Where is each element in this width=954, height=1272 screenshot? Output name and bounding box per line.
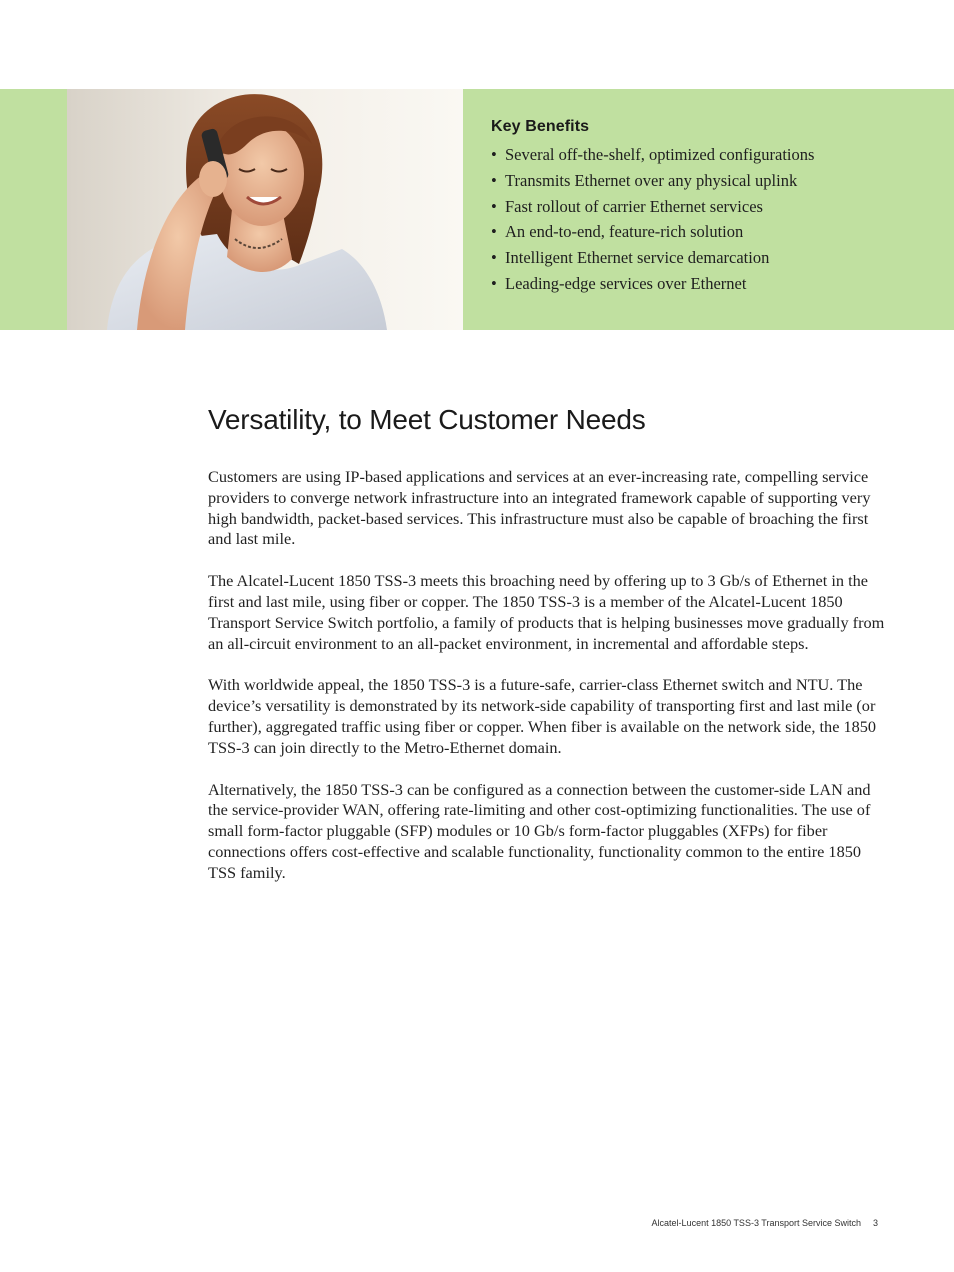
photo-woman-on-phone: [67, 89, 463, 330]
bullet-icon: •: [491, 170, 497, 190]
key-benefits-box: [491, 118, 931, 297]
benefit-item: • Transmits Ethernet over any physical uplink: [491, 168, 931, 194]
page-number: 3: [872, 1218, 878, 1228]
body-paragraph: Customers are using IP-based applications and services at an ever-increasing rate, compelling service providers to converge network infrastructure into an integrated framework capable of supporting very high bandwidth, packet-based services. This infrastructure must also be capable of broaching the first and last mile.: [208, 467, 871, 549]
footer-doc-title: Alcatel-Lucent 1850 TSS-3 Transport Service Switch: [651, 1218, 861, 1228]
body-paragraph: With worldwide appeal, the 1850 TSS-3 is a future-safe, carrier-class Ethernet switch and NTU. The device’s versatility is demonstrated by its network-side capability of transporting first and last mile (or further), aggregated traffic using fiber or copper. When fiber is available on the network side, the 1850 TSS-3 can join directly to the Metro-Ethernet domain.: [208, 675, 877, 757]
key-benefits-title: Key Benefits: [491, 118, 590, 135]
key-benefits-list: [491, 142, 931, 297]
bullet-icon: •: [491, 248, 497, 268]
benefit-item: • Intelligent Ethernet service demarcation: [491, 245, 931, 271]
section-title: Versatility, to Meet Customer Needs: [208, 404, 646, 435]
benefit-item: • An end-to-end, feature-rich solution: [491, 219, 931, 245]
body-paragraph: Alternatively, the 1850 TSS-3 can be configured as a connection between the customer-side LAN and the service-provider WAN, offering rate-limiting and other cost-optimizing functionalities. The use of small form-factor pluggable (SFP) modules or 10 Gb/s form-factor pluggables (XFPs) for fiber connections offers cost-effective and scalable functionality, functionality common to the entire 1850 TSS family.: [208, 779, 871, 882]
bullet-icon: •: [491, 196, 497, 216]
bullet-icon: •: [491, 222, 497, 242]
benefit-item: • Leading-edge services over Ethernet: [491, 271, 931, 297]
benefit-item: • Several off-the-shelf, optimized configurations: [491, 142, 931, 168]
section-body: [208, 467, 890, 905]
page-footer: [652, 1218, 878, 1228]
benefit-item: • Fast rollout of carrier Ethernet services: [491, 194, 931, 220]
bullet-icon: •: [491, 145, 497, 164]
bullet-icon: •: [491, 273, 497, 293]
body-paragraph: The Alcatel-Lucent 1850 TSS-3 meets this broaching need by offering up to 3 Gb/s of Ethernet in the first and last mile, using fiber or copper. The 1850 TSS-3 is a member of the Alcatel-Lucent 1850 Transport Service Switch portfolio, a family of products that is helping businesses move gradually from an all-circuit environment to an all-packet environment, in incremental and affordable steps.: [208, 571, 885, 653]
